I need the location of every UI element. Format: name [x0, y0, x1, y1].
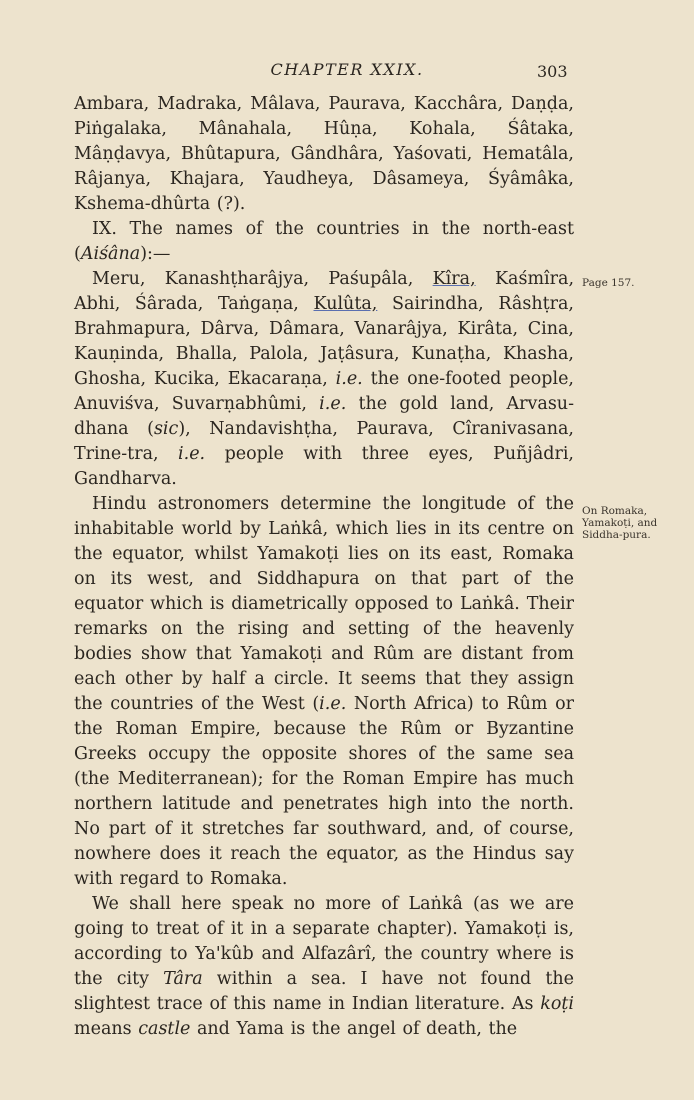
paragraph-country-list-end: Ambara, Madraka, Mâlava, Paurava, Kacchâra, Daṇḍa, Piṅgalaka, Mânahala, Hûṇa, Kohala, Śâtaka, Mâṇḍavya, Bhûtapura, Gândhâra, Yaśovati, Hematâla, Râjanya, Khajara, Yaudheya, Dâsameya, Śyâmâka, Kshema-dhûrta (?).	[74, 94, 574, 214]
text-run: ):—	[140, 244, 171, 264]
text-run: Sairindha, Râshṭra, Brahmapura, Dârva, Dâmara, Vanarâjya, Kirâta, Cina, Kauṇinda, Bhalla, Palola, Jaṭâsura, Kunaṭha, Khasha, Ghosha, Kucika, Ekacaraṇa,	[74, 294, 574, 389]
emphasis-ie: i.e.	[335, 369, 363, 389]
margin-note-romaka: On Romaka, Yamakoṭi, and Siddha-pura.	[582, 505, 658, 541]
underlined-kuluta: Kulûta,	[313, 294, 378, 314]
paragraph-northeast-heading	[74, 217, 574, 267]
text-run: and Yama is the angel of death, the	[190, 1019, 518, 1039]
text-run: within a sea. I have not found the slightest trace of this name in Indian literature. As	[74, 969, 574, 1014]
emphasis-aisana: Aiśâna	[80, 244, 141, 264]
text-run: means	[74, 1019, 139, 1039]
emphasis-castle: castle	[138, 1019, 191, 1039]
text-run: We shall here speak no more of Laṅkâ (as we are going to treat of it in a separate chapter). Yamakoṭi is, according to Ya'kûb and Alfazârî, the country where is the city	[74, 894, 574, 989]
page-header	[0, 60, 694, 82]
underlined-kira: Kîra,	[432, 269, 476, 289]
country-list-block	[74, 92, 574, 492]
text-run: IX. The names of the countries in the north-east (	[74, 219, 574, 264]
text-run: North Africa) to Rûm or the Roman Empire, because the Rûm or Byzantine Greeks occupy the opposite shores of the same sea (the Mediterranean); for the Roman Empire has much northern latitude and penetrates high into the north. No part of it stretches far southward, and, of course, nowhere does it reach the equator, as the Hindus say with regard to Romaka.	[74, 694, 574, 889]
paragraph-longitude	[74, 492, 574, 892]
emphasis-koti: koṭi	[540, 994, 574, 1014]
paragraph-yamakoti	[74, 892, 574, 1042]
text-run: Hindu astronomers determine the longitude of the inhabitable world by Laṅkâ, which lies in its centre on the equator, whilst Yamakoṭi lies on its east, Romaka on its west, and Siddhapura on that part of the equator which is diametrically opposed to Laṅkâ. Their remarks on the rising and setting of the heavenly bodies show that Yamakoṭi and Rûm are distant from each other by half a circle. It seems that they assign the countries of the West (	[74, 494, 574, 714]
emphasis-sic: sic	[153, 419, 179, 439]
emphasis-ie: i.e.	[178, 444, 206, 464]
text-run: Kaśmîra, Abhi, Śârada, Taṅgaṇa,	[74, 269, 575, 314]
emphasis-ie: i.e.	[319, 394, 347, 414]
text-run: the gold land, Arvasu-dhana (	[74, 394, 574, 439]
text-run: the one-footed people, Anuviśva, Suvarṇabhûmi,	[74, 369, 574, 414]
margin-note-page-ref: Page 157.	[582, 277, 635, 289]
text-run: Meru, Kanashṭharâjya, Paśupâla,	[92, 269, 433, 289]
emphasis-tara: Târa	[163, 969, 203, 989]
chapter-title: CHAPTER XXIX.	[270, 60, 424, 79]
text-run: ), Nandavishṭha, Paurava, Cîranivasana, Trine-tra,	[74, 419, 574, 464]
paragraph-northeast-countries	[74, 267, 574, 492]
page-number: 303	[537, 62, 568, 81]
text-run: people with three eyes, Puñjâdri, Gandharva.	[74, 444, 574, 489]
emphasis-ie: i.e.	[319, 694, 347, 714]
astronomy-block	[74, 492, 574, 1042]
